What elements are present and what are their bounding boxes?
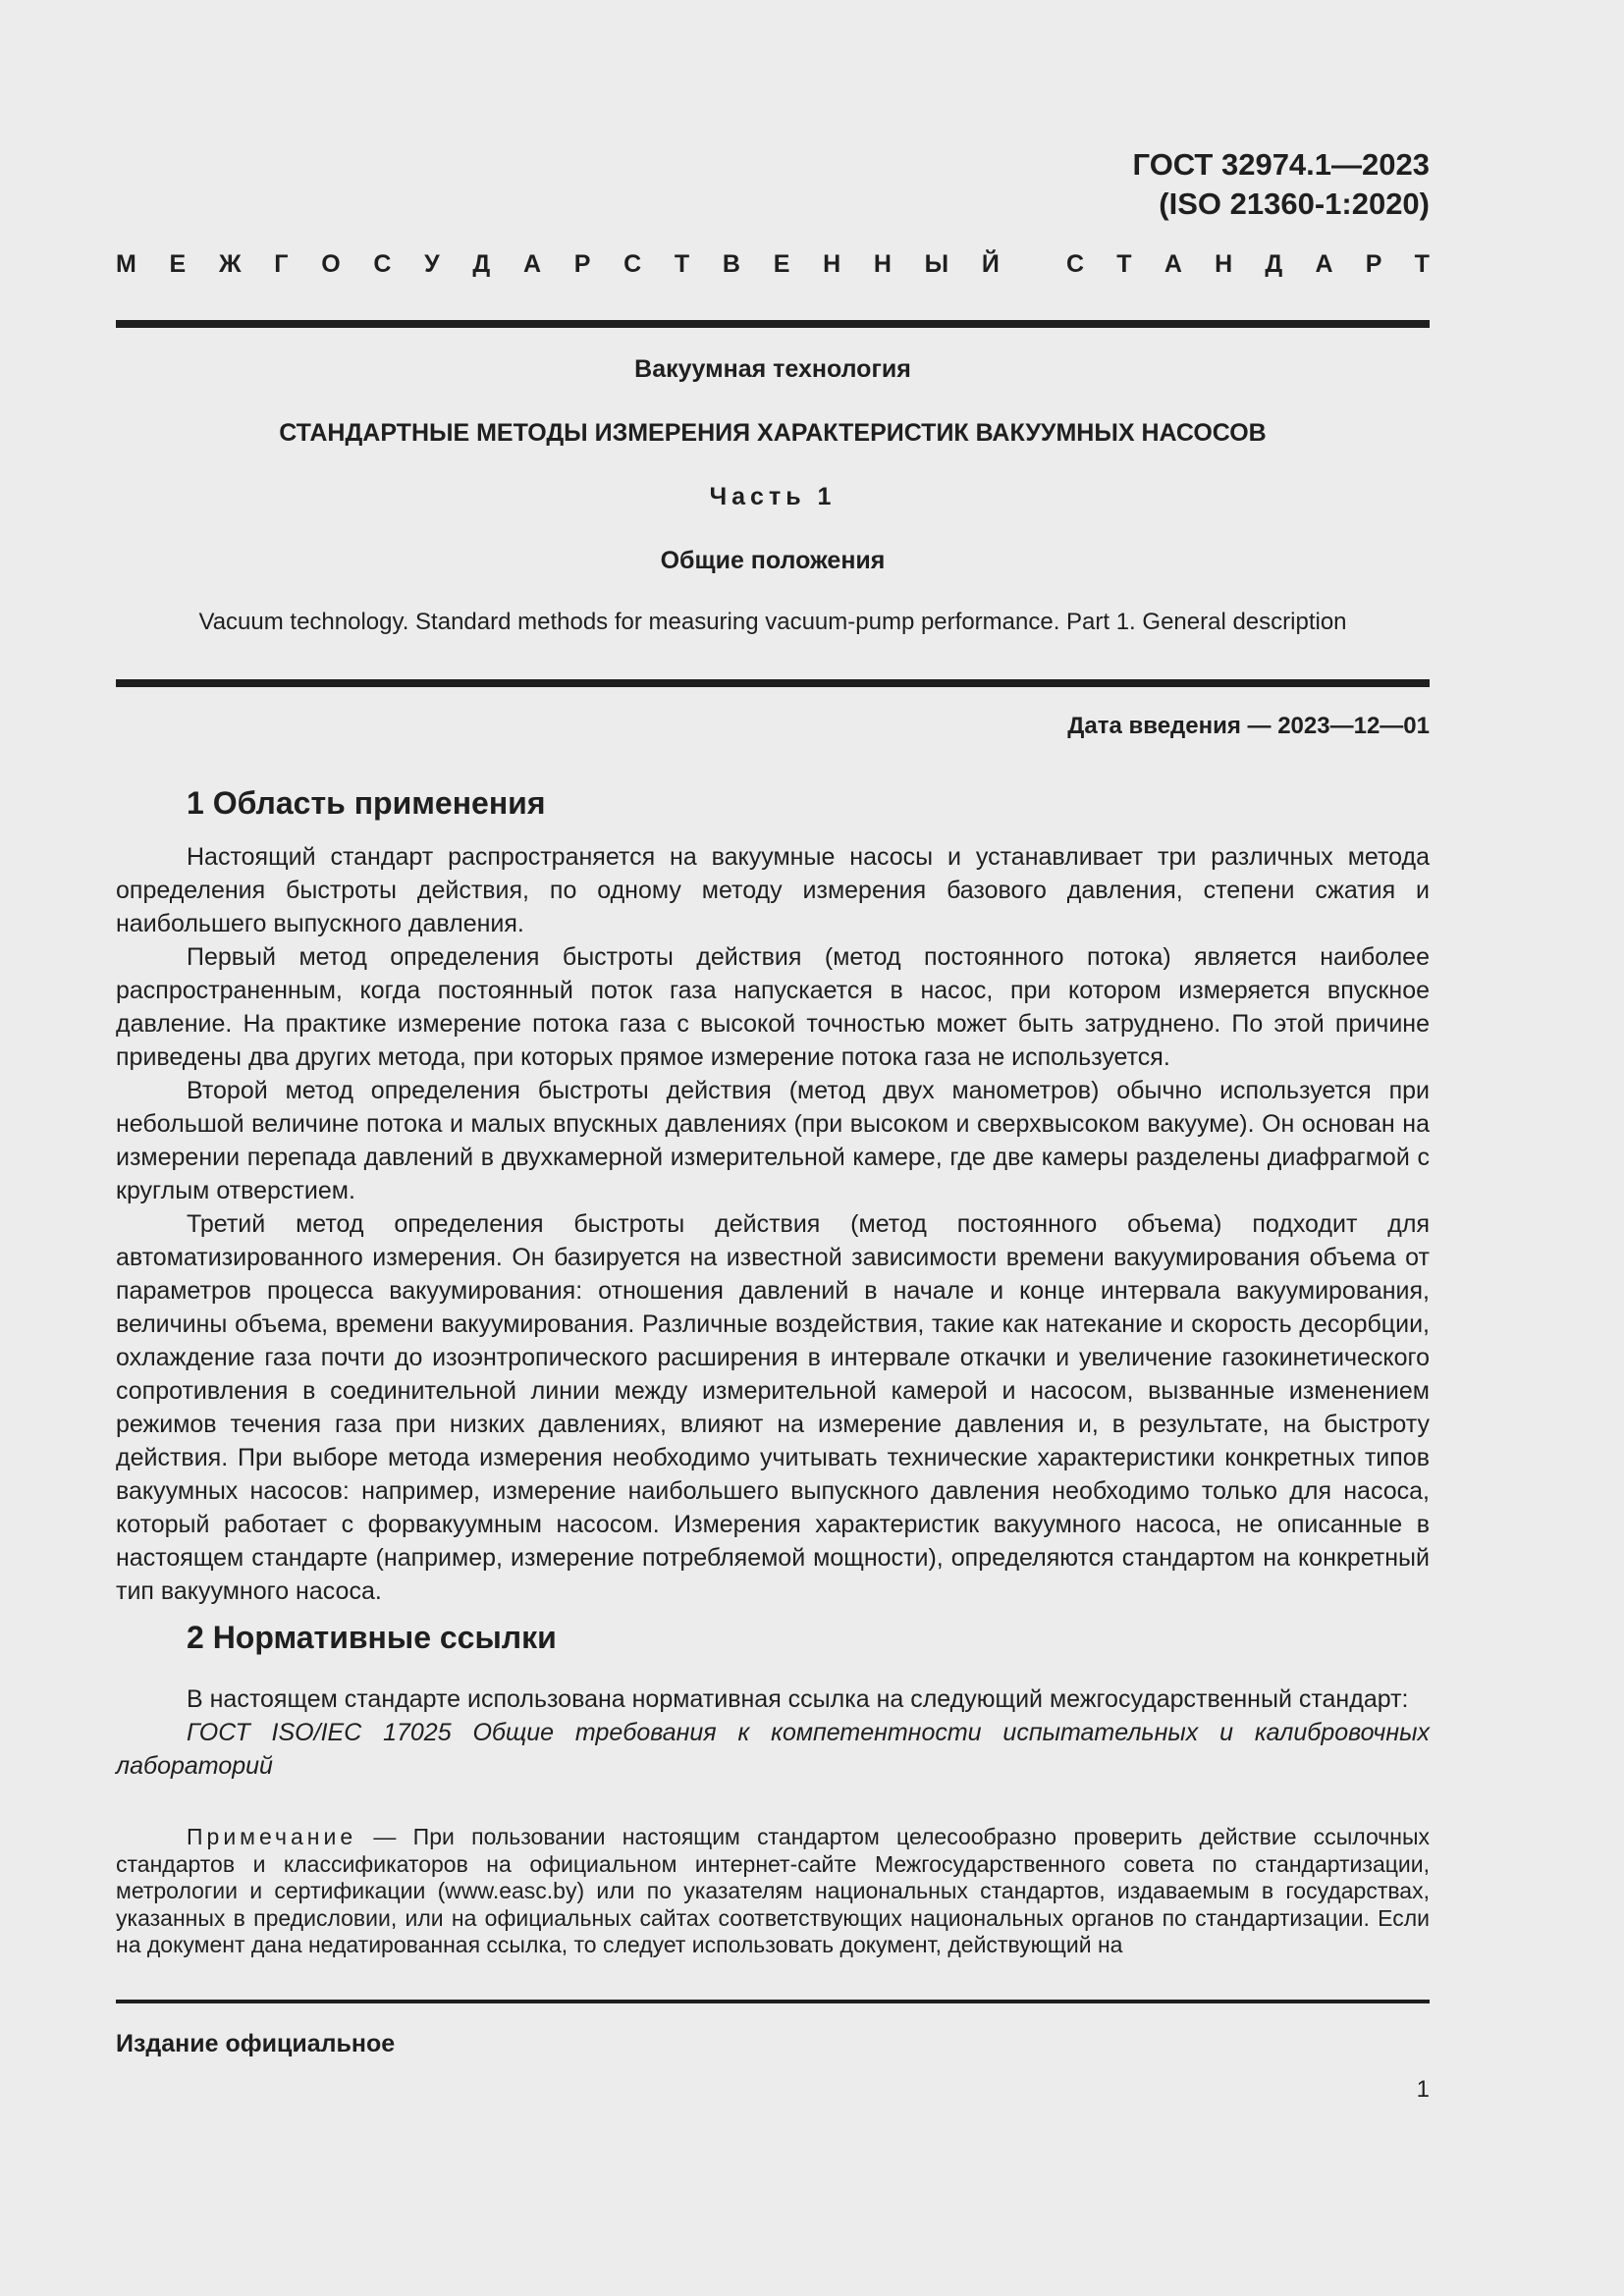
note-text: — При пользовании настоящим стандартом целесообразно проверить действие ссылочных стандартов и классификаторов на официальном интернет-сайте Межгосударственного совета по стандартизации, метрологии и сертификации (www.easc.by) или по указателям национальных стандартов, издаваемым в государствах, указанных в предисловии, или на официальных сайтах соответствующих национальных органов по стандартизации. Если на документ дана недатированная ссылка, то следует использовать документ, действующий на [116, 1824, 1430, 1957]
standard-type-letter: С [373, 250, 392, 278]
note-block [116, 1824, 1430, 1959]
standard-type-letter: Е [169, 250, 187, 278]
standard-type-letter: Е [773, 250, 790, 278]
standard-type-word-2 [1066, 250, 1430, 279]
title-area: Вакуумная технология [634, 355, 911, 383]
section-1-heading: 1 Область применения [187, 785, 546, 821]
note-paragraph [116, 1824, 1430, 1959]
standard-type-letter: Р [573, 250, 591, 278]
edition-label: Издание официальное [116, 2030, 396, 2057]
section-1-paragraph: Первый метод определения быстроты действия (метод постоянного потока) является наиболее распространенным, когда постоянный поток газа напускается в насос, при котором измеряется впускное давление. На практике измерение потока газа с высокой точностью может быть затруднено. По этой причине приведены два других метода, при которых прямое измерение потока газа не используется. [116, 943, 1430, 1071]
top-thick-rule [116, 320, 1430, 328]
iso-code: (ISO 21360-1:2020) [1159, 187, 1430, 221]
standard-type-letter: Й [981, 250, 1000, 278]
standard-type-letter: О [321, 250, 341, 278]
standard-type-letter: Д [472, 250, 491, 278]
standard-type-letter: М [116, 250, 136, 278]
standard-type-letter: А [1315, 250, 1333, 278]
standard-type-heading [116, 250, 1430, 279]
section-1-paragraph: Настоящий стандарт распространяется на вакуумные насосы и устанавливает три различных метода определения быстроты действия, по одному методу измерения базового давления, степени сжатия и наибольшего выпускного давления. [116, 843, 1430, 937]
title-bottom-rule [116, 679, 1430, 687]
gost-designation [1133, 145, 1430, 224]
title-subtitle: Общие положения [660, 547, 886, 574]
standard-type-letter: Т [1116, 250, 1132, 278]
title-main: СТАНДАРТНЫЕ МЕТОДЫ ИЗМЕРЕНИЯ ХАРАКТЕРИСТИК ВАКУУМНЫХ НАСОСОВ [279, 419, 1267, 447]
standard-type-letter: Т [674, 250, 690, 278]
note-label: Примечание [187, 1824, 357, 1849]
standard-type-letter: Н [1215, 250, 1233, 278]
standard-type-letter: Р [1365, 250, 1382, 278]
section-1-body [116, 840, 1430, 1608]
gost-code: ГОСТ 32974.1—2023 [1132, 147, 1430, 182]
normative-reference: ГОСТ ISO/IEC 17025 Общие требования к компетентности испытательных и калибровочных лабораторий [116, 1719, 1430, 1780]
standard-type-letter: Н [873, 250, 892, 278]
standard-type-letter: А [522, 250, 542, 278]
standard-type-word-1 [116, 250, 1000, 279]
title-english: Vacuum technology. Standard methods for measuring vacuum-pump performance. Part 1. General description [198, 609, 1347, 635]
standard-type-letter: Н [823, 250, 841, 278]
standard-type-letter: Ж [218, 250, 242, 278]
standard-type-letter: Ы [924, 250, 949, 278]
section-1-paragraph: Третий метод определения быстроты действия (метод постоянного объема) подходит для автоматизированного измерения. Он базируется на известной зависимости времени вакуумирования объема от параметров процесса вакуумирования: отношения давлений в начале и конце интервала вакуумирования, величины объема, времени вакуумирования. Различные воздействия, такие как натекание и скорость десорбции, охлаждение газа почти до изоэнтропического расширения в интервале откачки и увеличение газокинетического сопротивления в соединительной линии между измерительной камерой и насосом, вызванные изменением режимов течения газа при низких давлениях, влияют на измерение давления и, в результате, на быстроту действия. При выборе метода измерения необходимо учитывать технические характеристики конкретных типов вакуумных насосов: например, измерение наибольшего выпускного давления необходимо только для насоса, который работает с форвакуумным насосом. Измерения характеристик вакуумного насоса, не описанные в настоящем стандарте (например, измерение потребляемой мощности), определяются стандартом на конкретный тип вакуумного насоса. [116, 1210, 1430, 1605]
section-2-heading: 2 Нормативные ссылки [187, 1620, 557, 1655]
section-1-paragraph: Второй метод определения быстроты действия (метод двух манометров) обычно используется при небольшой величине потока и малых впускных давлениях (при высоком и сверхвысоком вакууме). Он основан на измерении перепада давлений в двухкамерной измерительной камере, где две камеры разделены диафрагмой с круглым отверстием. [116, 1077, 1430, 1204]
standard-type-letter: С [1066, 250, 1085, 278]
standard-type-letter: В [722, 250, 740, 278]
standard-type-letter: С [623, 250, 642, 278]
standard-type-letter: Г [274, 250, 289, 278]
standard-type-letter: Т [1414, 250, 1430, 278]
page-number: 1 [1416, 2076, 1430, 2103]
section-2-paragraph: В настоящем стандарте использована нормативная ссылка на следующий межгосударственный стандарт: [187, 1685, 1409, 1713]
section-2-body [116, 1682, 1430, 1783]
standard-type-letter: У [424, 250, 440, 278]
intro-date: Дата введения — 2023—12—01 [1067, 713, 1430, 739]
footer-rule [116, 2000, 1430, 2003]
standard-type-letter: Д [1265, 250, 1283, 278]
standard-type-letter: А [1164, 250, 1182, 278]
title-part: Часть 1 [709, 483, 837, 510]
